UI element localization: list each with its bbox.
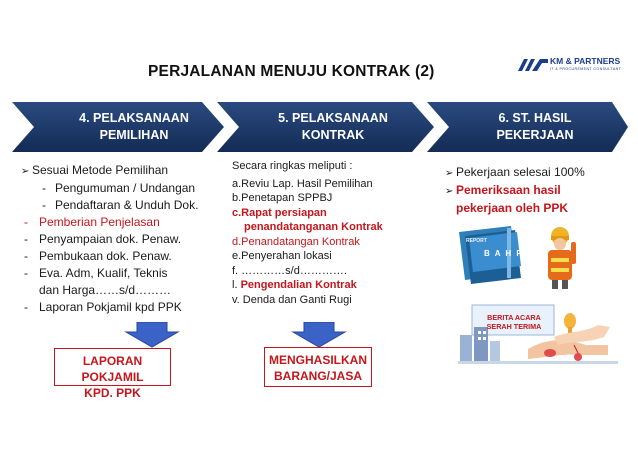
stage-5-line2: KONTRAK xyxy=(301,128,365,142)
logo-tagline: IT & PROCUREMENT CONSULTANT xyxy=(550,67,622,71)
stage-4-line2: PEMILIHAN xyxy=(99,128,169,142)
list-item: d.Penandatangan Kontrak xyxy=(232,235,360,248)
bahp-label: B A H P xyxy=(484,249,524,258)
serah-terima-label: BERITA ACARA SERAH TERIMA xyxy=(486,313,542,331)
list-item: - Eva. Adm, Kualif, Teknis xyxy=(24,266,168,280)
list-item: - Penyampaian dok. Penaw. xyxy=(24,232,182,246)
list-item: - Pembukaan dok. Penaw. xyxy=(24,249,172,263)
arrow-bullet-icon: ➢ xyxy=(445,186,454,197)
company-logo xyxy=(518,54,628,78)
list-item: b.Penetapan SPPBJ xyxy=(232,192,333,204)
output-box-barang-jasa: MENGHASILKAN BARANG/JASA xyxy=(264,347,372,387)
list-item: - Pendaftaran & Unduh Dok. xyxy=(42,198,199,212)
report-label: REPORT xyxy=(466,238,487,244)
logo-brand: KM & PARTNERS xyxy=(550,56,621,66)
stage-5-line1: 5. PELAKSANAAN xyxy=(278,111,388,125)
list-item: ➢ Pekerjaan selesai 100% xyxy=(445,164,635,182)
page-title: PERJALANAN MENUJU KONTRAK (2) xyxy=(148,63,435,80)
list-item: pekerjaan oleh PPK xyxy=(456,201,569,215)
list-item: v. Denda dan Ganti Rugi xyxy=(232,293,352,306)
list-item: penandatanganan Kontrak xyxy=(244,221,383,233)
stage-label-6 xyxy=(465,110,605,144)
section-heading: Secara ringkas meliputi : xyxy=(232,160,353,172)
output-box-laporan: LAPORAN POKJAMIL KPD. PPK xyxy=(54,348,171,386)
serah-terima-illustration xyxy=(458,297,618,367)
list-item: - Laporan Pokjamil kpd PPK xyxy=(24,300,182,314)
stage-4-line1: 4. PELAKSANAAN xyxy=(79,111,189,125)
stage-6-line1: 6. ST. HASIL xyxy=(498,111,572,125)
stage-5-details xyxy=(232,159,392,307)
list-item: l. Pengendalian Kontrak xyxy=(232,279,357,291)
list-item: f. …………s/d…………. xyxy=(232,264,347,277)
list-item: c.Rapat persiapan xyxy=(232,206,327,219)
arrow-bullet-icon: ➢ xyxy=(21,166,30,177)
stage-label-5 xyxy=(258,110,408,144)
list-item: ➢ Pemeriksaan hasil xyxy=(445,182,635,200)
list-item: ➢ Sesuai Metode Pemilihan xyxy=(21,162,221,180)
stage-4-details xyxy=(21,162,221,316)
list-item: e.Penyerahan lokasi xyxy=(232,250,332,262)
down-arrow-icon xyxy=(289,322,349,348)
list-item: - Pengumuman / Undangan xyxy=(42,181,196,195)
logo-mark-icon xyxy=(518,57,548,73)
list-item: a.Reviu Lap. Hasil Pemilihan xyxy=(232,177,373,190)
list-item: dan Harga……s/d……… xyxy=(39,283,172,297)
stage-label-4 xyxy=(64,110,204,144)
list-item: - Pemberian Penjelasan xyxy=(24,215,160,229)
down-arrow-icon xyxy=(122,322,182,348)
arrow-bullet-icon: ➢ xyxy=(445,168,454,179)
stage-6-line2: PEKERJAAN xyxy=(496,128,574,142)
stage-6-details xyxy=(445,164,635,217)
